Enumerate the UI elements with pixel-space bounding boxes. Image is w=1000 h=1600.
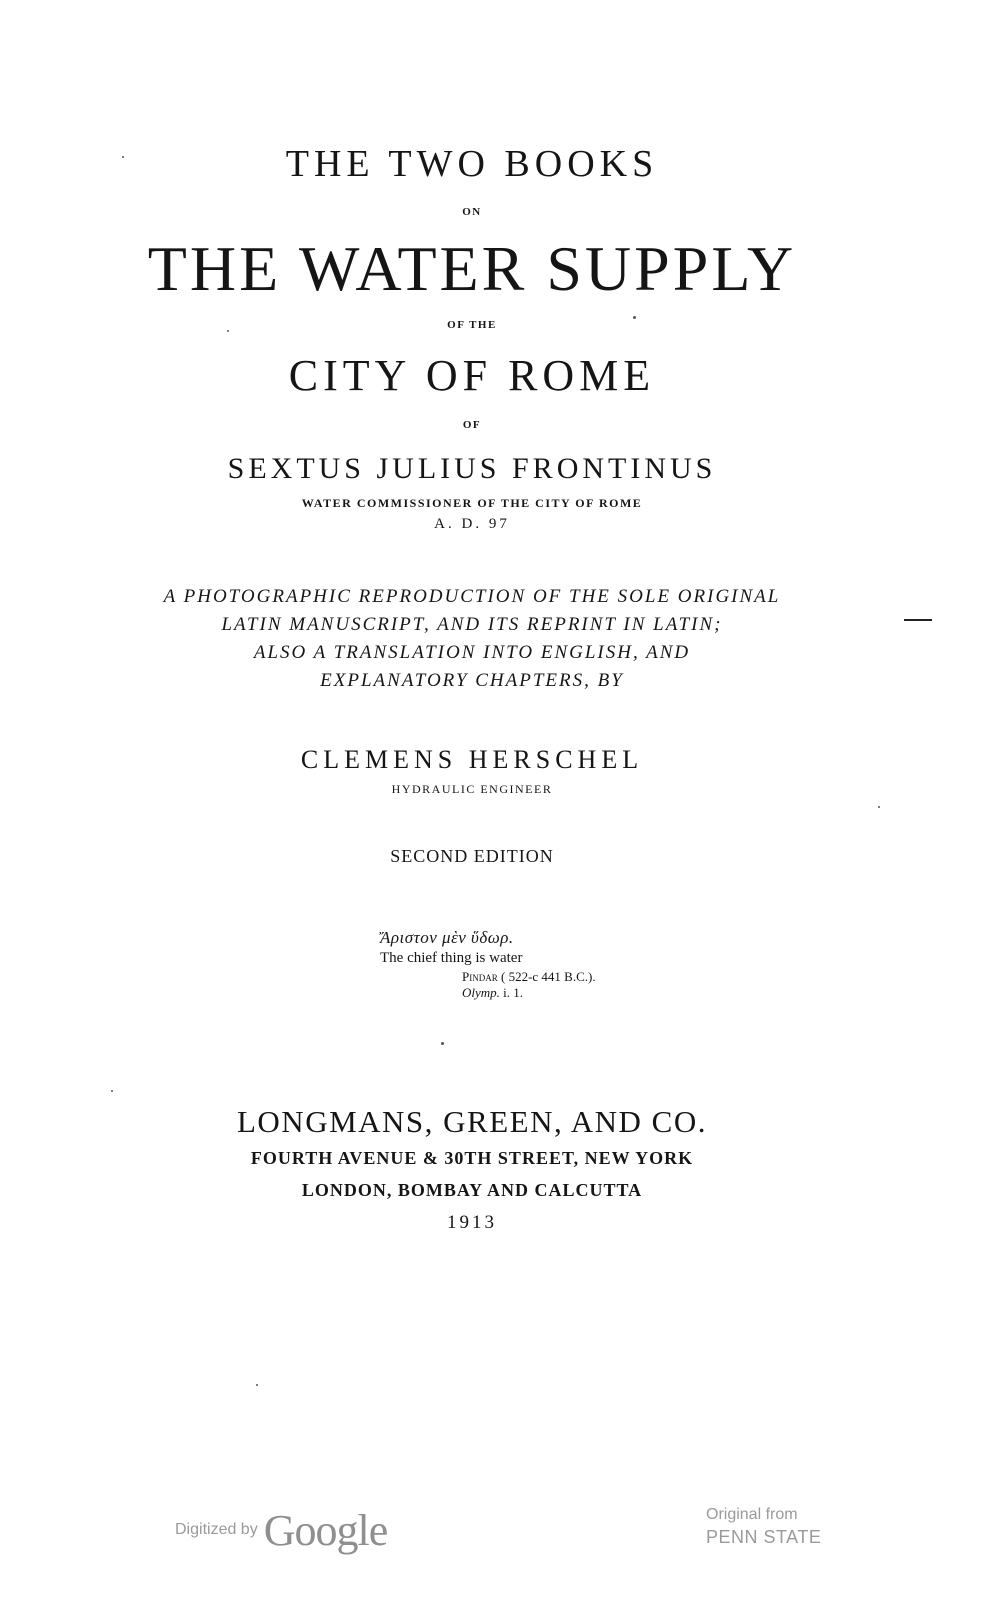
margin-mark: [904, 619, 932, 621]
original-source: PENN STATE: [706, 1527, 822, 1547]
original-from-watermark: [706, 1504, 821, 1548]
epigraph: [380, 928, 700, 1001]
paper-speck: [441, 1042, 444, 1045]
epigraph-greek: Ἄριστον μὲν ὕδωρ.: [380, 928, 514, 947]
title-line-2: THE WATER SUPPLY: [147, 233, 797, 304]
paper-speck: [122, 156, 124, 158]
description-line-2: LATIN MANUSCRIPT, AND ITS REPRINT IN LATIN;: [221, 614, 723, 635]
epigraph-reference-work: Olymp.: [462, 985, 500, 1000]
paper-speck: [227, 330, 229, 332]
publisher-name: LONGMANS, GREEN, AND CO.: [236, 1104, 707, 1139]
epigraph-reference-loc: i. 1.: [503, 985, 524, 1000]
epigraph-english: The chief thing is water: [380, 950, 523, 966]
edition-label: SECOND EDITION: [390, 846, 554, 866]
epigraph-source-name: Pindar: [462, 969, 498, 984]
publication-year: 1913: [447, 1212, 497, 1233]
epigraph-source: [462, 969, 700, 985]
connector-of-the: OF THE: [447, 319, 497, 331]
title-line-1: THE TWO BOOKS: [285, 143, 659, 185]
original-label: Original from: [706, 1506, 798, 1523]
paper-speck: [878, 806, 880, 808]
paper-speck: [256, 1384, 258, 1386]
epigraph-reference: [462, 985, 700, 1001]
description-line-4: EXPLANATORY CHAPTERS, BY: [320, 670, 624, 691]
connector-on: ON: [462, 206, 482, 218]
google-logo: Google: [263, 1505, 388, 1555]
title-line-3: CITY OF ROME: [288, 351, 656, 400]
author-date: A. D. 97: [434, 516, 510, 532]
description-line-1: A PHOTOGRAPHIC REPRODUCTION OF THE SOLE ORIGINAL: [163, 586, 781, 607]
connector-of: OF: [462, 419, 482, 431]
paper-speck: [111, 1090, 113, 1092]
digitized-label: Digitized by: [175, 1521, 258, 1538]
publisher-address-2: LONDON, BOMBAY AND CALCUTTA: [301, 1180, 643, 1200]
translator-role: HYDRAULIC ENGINEER: [391, 782, 553, 796]
digitized-by-watermark: [175, 1500, 387, 1560]
paper-speck: [633, 316, 636, 319]
translator-name: CLEMENS HERSCHEL: [300, 745, 644, 774]
description-line-3: ALSO A TRANSLATION INTO ENGLISH, AND: [253, 642, 691, 663]
publisher-address-1: FOURTH AVENUE & 30TH STREET, NEW YORK: [250, 1148, 694, 1168]
epigraph-source-dates: ( 522-c 441 B.C.).: [500, 969, 596, 984]
author-name: SEXTUS JULIUS FRONTINUS: [227, 452, 717, 485]
author-role: WATER COMMISSIONER OF THE CITY OF ROME: [301, 496, 643, 510]
